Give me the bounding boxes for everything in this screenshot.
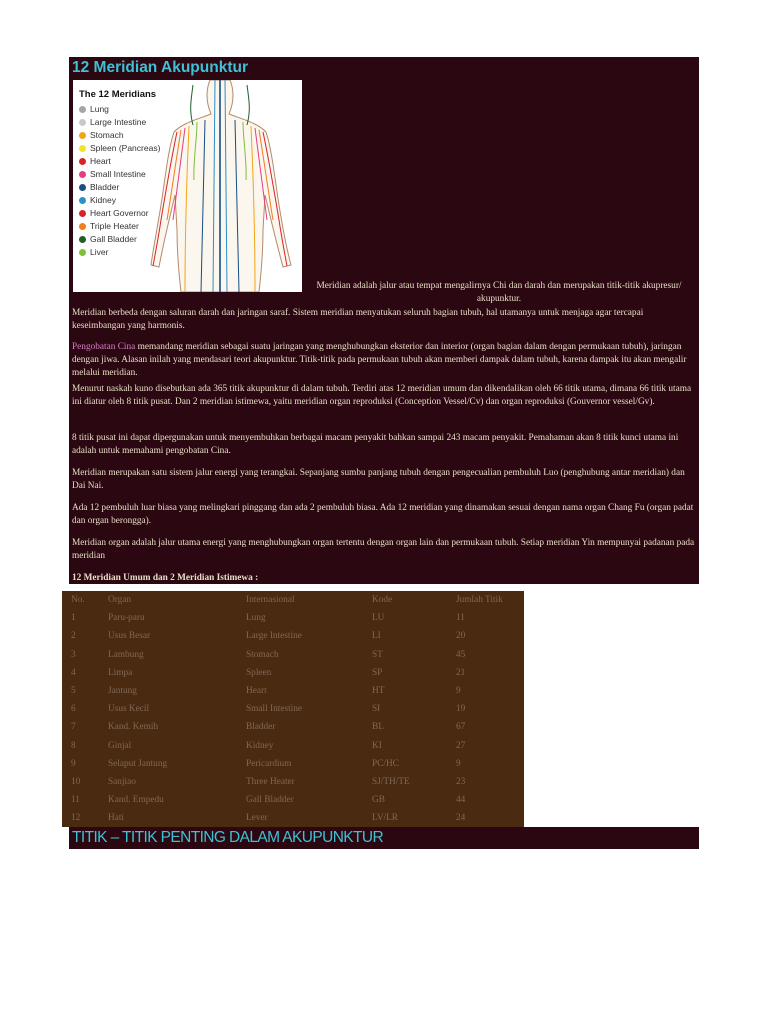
legend-item xyxy=(79,103,160,116)
cell-internasional: Three Heater xyxy=(246,776,295,787)
legend-color-dot xyxy=(79,106,86,113)
paragraph-4-text: 8 titik pusat ini dapat dipergunakan untuk menyembuhkan berbagai macam penyakit bahkan sampai 243 macam penyakit. Pemahaman akan 8 titik kunci utama ini adalah untuk memahami pengobatan Cina. xyxy=(72,433,679,456)
cell-jumlah-titik: 9 xyxy=(456,758,461,769)
cell-no: 1 xyxy=(71,613,76,624)
meridian-table xyxy=(62,591,524,827)
cell-organ: Sanjiao xyxy=(108,776,136,787)
cell-internasional: Stomach xyxy=(246,649,279,660)
cell-organ: Lambung xyxy=(108,649,144,660)
cell-no: 4 xyxy=(71,667,76,678)
table-row xyxy=(62,627,524,645)
cell-no: 5 xyxy=(71,686,76,697)
legend-label: Kidney xyxy=(90,195,116,205)
cell-no: 3 xyxy=(71,649,76,660)
cell-internasional: Large Intestine xyxy=(246,631,302,642)
cell-kode: SI xyxy=(372,704,381,715)
legend-label: Large Intestine xyxy=(90,117,147,127)
cell-internasional: Lever xyxy=(246,813,268,824)
legend-label: Stomach xyxy=(90,130,124,140)
legend-color-dot xyxy=(79,171,86,178)
figure-caption: Meridian adalah jalur atau tempat mengalirnya Chi dan darah dan merupakan titik-titik akupresur/ akupunktur. xyxy=(316,281,682,304)
meridian-figure xyxy=(73,80,302,292)
legend-item xyxy=(79,233,160,246)
page-title: 12 Meridian Akupunktur xyxy=(72,59,248,76)
paragraph-2 xyxy=(72,341,696,380)
legend-item xyxy=(79,194,160,207)
table-row xyxy=(62,773,524,791)
cell-organ: Jantung xyxy=(108,686,137,697)
cell-organ: Ginjal xyxy=(108,740,132,751)
cell-kode: LV/LR xyxy=(372,813,399,824)
legend-color-dot xyxy=(79,249,86,256)
cell-kode: KI xyxy=(372,740,382,751)
cell-jumlah-titik: 27 xyxy=(456,740,466,751)
paragraph-1-text: Meridian berbeda dengan saluran darah dan jaringan saraf. Sistem meridian menyatukan seluruh bagian tubuh, hal utamanya untuk menjaga agar tercapai keseimbangan yang harmonis. xyxy=(72,308,644,331)
cell-internasional: Pericardium xyxy=(246,758,292,769)
cell-kode: GB xyxy=(372,795,385,806)
cell-no: 8 xyxy=(71,740,76,751)
cell-kode: BL xyxy=(372,722,384,733)
cell-internasional: Kidney xyxy=(246,740,274,751)
cell-jumlah-titik: 45 xyxy=(456,649,466,660)
cell-jumlah-titik: 19 xyxy=(456,704,466,715)
pengobatan-cina-link[interactable]: Pengobatan Cina xyxy=(72,342,136,352)
paragraph-7-text: Meridian organ adalah jalur utama energi yang menghubungkan organ tertentu dengan organ lain dan permukaan tubuh. Setiap meridian Yin mempunyai padanan pada meridian xyxy=(72,538,695,561)
legend-color-dot xyxy=(79,132,86,139)
cell-kode: ST xyxy=(372,649,383,660)
cell-kode: HT xyxy=(372,686,385,697)
legend-item xyxy=(79,129,160,142)
header-jumlah-titik: Jumlah Titik xyxy=(456,595,503,606)
paragraph-5-text: Meridian merupakan satu sistem jalur energi yang terangkai. Sepanjang sumbu panjang tubuh dengan pengecualian pembuluh Luo (penghubung antar meridian) dan Dai Nai. xyxy=(72,468,685,491)
cell-jumlah-titik: 21 xyxy=(456,667,466,678)
legend-label: Small Intestine xyxy=(90,169,146,179)
cell-organ: Kand. Empedu xyxy=(108,795,164,806)
legend-item xyxy=(79,246,160,259)
table-row xyxy=(62,700,524,718)
figure-title: The 12 Meridians xyxy=(79,89,157,100)
cell-kode: SP xyxy=(372,667,383,678)
cell-organ: Kand. Kemih xyxy=(108,722,159,733)
table-row xyxy=(62,718,524,736)
paragraph-1 xyxy=(72,307,696,333)
legend-label: Gall Bladder xyxy=(90,234,137,244)
legend-label: Bladder xyxy=(90,182,120,192)
table-heading xyxy=(72,572,696,585)
legend-color-dot xyxy=(79,145,86,152)
legend-item xyxy=(79,168,160,181)
paragraph-3-text: Menurut naskah kuno disebutkan ada 365 titik akupunktur di dalam tubuh. Terdiri atas 12 meridian umum dan dikendalikan oleh 66 titik utama, dimana 66 titik utama ini diatur oleh 8 titik pusat. Dan 2 meridian istimewa, yaitu meridian organ reproduksi (Conception Vessel/Cv) dan organ reproduksi (Gouvernor vessel/Gv). xyxy=(72,384,692,407)
cell-kode: SJ/TH/TE xyxy=(372,776,410,787)
legend-color-dot xyxy=(79,236,86,243)
cell-organ: Usus Besar xyxy=(108,631,151,642)
table-header-row xyxy=(62,591,524,609)
table-heading-text: 12 Meridian Umum dan 2 Meridian Istimewa : xyxy=(72,573,259,583)
table-row xyxy=(62,737,524,755)
table-row xyxy=(62,646,524,664)
header-organ: Organ xyxy=(108,595,132,606)
cell-jumlah-titik: 11 xyxy=(456,613,465,624)
section-title-titik-penting: TITIK – TITIK PENTING DALAM AKUPUNKTUR xyxy=(69,827,699,849)
cell-organ: Hati xyxy=(108,813,125,824)
paragraph-3 xyxy=(72,383,696,409)
paragraph-2-text: memandang meridian sebagai suatu jaringan yang menghubungkan eksterior dan interior (organ bagian dalam dengan permukaan tubuh), jaringan dengan jiwa. Alasan inilah yang mendasari teori akupunktur. Titik-titik pada permukaan tubuh akan memberi dampak dalam tubuh, karena dampak itu akan mengalir melalui meridian. xyxy=(72,342,687,378)
cell-jumlah-titik: 23 xyxy=(456,776,466,787)
header-kode: Kode xyxy=(372,595,393,606)
legend-item xyxy=(79,181,160,194)
cell-jumlah-titik: 44 xyxy=(456,795,466,806)
legend-item xyxy=(79,142,160,155)
cell-no: 10 xyxy=(71,776,81,787)
table-row xyxy=(62,809,524,827)
table-row xyxy=(62,755,524,773)
cell-organ: Limpa xyxy=(108,667,133,678)
cell-internasional: Gall Bladder xyxy=(246,795,294,806)
legend-color-dot xyxy=(79,184,86,191)
cell-internasional: Bladder xyxy=(246,722,276,733)
cell-no: 7 xyxy=(71,722,76,733)
cell-jumlah-titik: 20 xyxy=(456,631,466,642)
paragraph-4 xyxy=(72,432,696,458)
legend-color-dot xyxy=(79,119,86,126)
cell-internasional: Lung xyxy=(246,613,266,624)
legend-color-dot xyxy=(79,197,86,204)
legend-color-dot xyxy=(79,223,86,230)
legend-label: Heart Governor xyxy=(90,208,149,218)
cell-jumlah-titik: 67 xyxy=(456,722,466,733)
cell-kode: LI xyxy=(372,631,381,642)
cell-internasional: Heart xyxy=(246,686,267,697)
paragraph-6-text: Ada 12 pembuluh luar biasa yang melingkari pinggang dan ada 2 pembuluh biasa. Ada 12 meridian yang dinamakan sesuai dengan nama organ Chang Fu (organ padat dan organ berongga). xyxy=(72,503,694,526)
cell-no: 9 xyxy=(71,758,76,769)
legend-item xyxy=(79,116,160,129)
cell-organ: Paru-paru xyxy=(108,613,145,624)
cell-internasional: Small Intestine xyxy=(246,704,303,715)
cell-kode: LU xyxy=(372,613,385,624)
cell-organ: Selaput Jantung xyxy=(108,758,168,769)
legend-item xyxy=(79,155,160,168)
table-row xyxy=(62,791,524,809)
cell-organ: Usus Kecil xyxy=(108,704,150,715)
table-row xyxy=(62,609,524,627)
paragraph-5 xyxy=(72,467,696,493)
cell-jumlah-titik: 9 xyxy=(456,686,461,697)
table-row xyxy=(62,664,524,682)
cell-jumlah-titik: 24 xyxy=(456,813,466,824)
paragraph-7 xyxy=(72,537,696,563)
cell-no: 12 xyxy=(71,813,81,824)
meridian-legend xyxy=(79,103,160,259)
table-row xyxy=(62,682,524,700)
legend-color-dot xyxy=(79,158,86,165)
legend-color-dot xyxy=(79,210,86,217)
paragraph-6 xyxy=(72,502,696,528)
header-internasional: Internasional xyxy=(246,595,295,606)
cell-no: 2 xyxy=(71,631,76,642)
cell-no: 11 xyxy=(71,795,80,806)
legend-label: Heart xyxy=(90,156,111,166)
legend-label: Liver xyxy=(90,247,109,257)
cell-internasional: Spleen xyxy=(246,667,272,678)
cell-kode: PC/HC xyxy=(372,758,399,769)
legend-label: Lung xyxy=(90,104,109,114)
legend-item xyxy=(79,207,160,220)
header-no: No. xyxy=(71,595,85,606)
legend-label: Triple Heater xyxy=(90,221,139,231)
article-panel xyxy=(69,57,699,584)
cell-no: 6 xyxy=(71,704,76,715)
legend-item xyxy=(79,220,160,233)
legend-label: Spleen (Pancreas) xyxy=(90,143,161,153)
